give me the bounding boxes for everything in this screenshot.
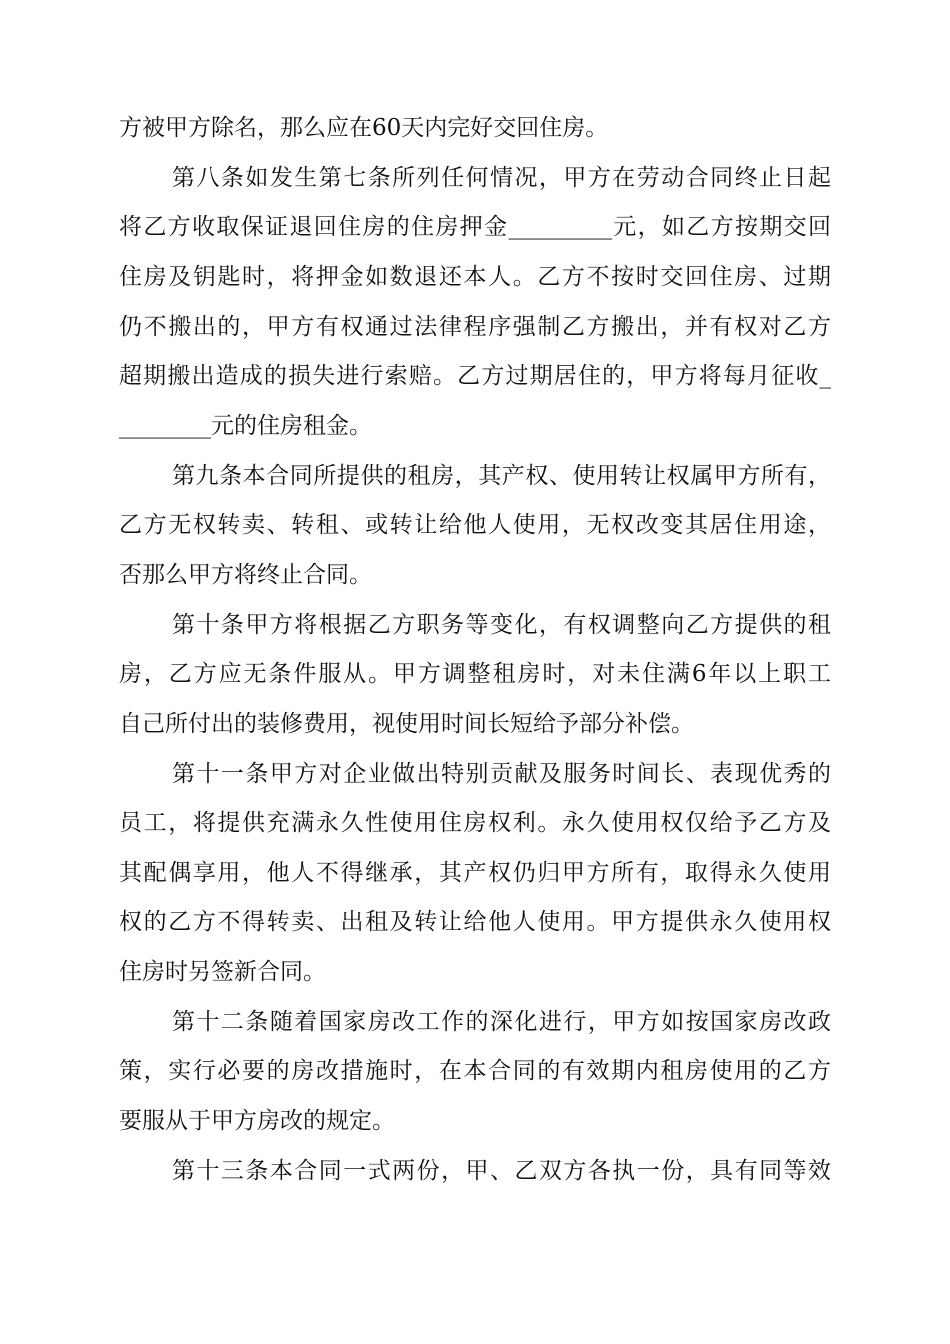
text-line: 乙方无权转卖、转租、或转让给他人使用，无权改变其居住用途，: [119, 512, 831, 538]
text-line: 第十二条随着国家房改工作的深化进行，甲方如按国家房改政: [172, 1009, 831, 1035]
text-line: 方被甲方除名，那么应在60天内完好交回住房。: [119, 115, 609, 141]
text-line: 否那么甲方将终止合同。: [119, 562, 372, 588]
text-line: 第十条甲方将根据乙方职务等变化，有权调整向乙方提供的租: [172, 612, 831, 638]
text-line: 房，乙方应无条件服从。甲方调整租房时，对未住满6年以上职工: [119, 661, 831, 687]
text-line: 将乙方收取保证退回住房的住房押金_________元，如乙方按期交回: [119, 214, 831, 240]
text-line: 第九条本合同所提供的租房，其产权、使用转让权属甲方所有，: [172, 463, 831, 489]
text-line: 第十一条甲方对企业做出特别贡献及服务时间长、表现优秀的: [172, 761, 831, 787]
text-line: 策，实行必要的房改措施时，在本合同的有效期内租房使用的乙方: [119, 1058, 831, 1084]
text-line: 第十三条本合同一式两份，甲、乙双方各执一份，具有同等效: [172, 1158, 831, 1184]
text-line: 自己所付出的装修费用，视使用时间长短给予部分补偿。: [119, 711, 694, 737]
text-line: 要服从于甲方房改的规定。: [119, 1108, 395, 1134]
text-line: 员工，将提供充满永久性使用住房权利。永久使用权仅给予乙方及: [119, 810, 831, 836]
text-line: 住房及钥匙时，将押金如数退还本人。乙方不按时交回住房、过期: [119, 264, 831, 290]
text-line: 超期搬出造成的损失进行索赔。乙方过期居住的，甲方将每月征收_: [119, 363, 831, 389]
text-line: 权的乙方不得转卖、出租及转让给他人使用。甲方提供永久使用权: [119, 909, 831, 935]
text-line: ________元的住房租金。: [119, 413, 372, 439]
text-line: 住房时另签新合同。: [119, 959, 326, 985]
text-line: 其配偶享用，他人不得继承，其产权仍归甲方所有，取得永久使用: [119, 860, 831, 886]
text-line: 仍不搬出的，甲方有权通过法律程序强制乙方搬出，并有权对乙方: [119, 314, 831, 340]
text-line: 第八条如发生第七条所列任何情况，甲方在劳动合同终止日起: [172, 165, 831, 191]
